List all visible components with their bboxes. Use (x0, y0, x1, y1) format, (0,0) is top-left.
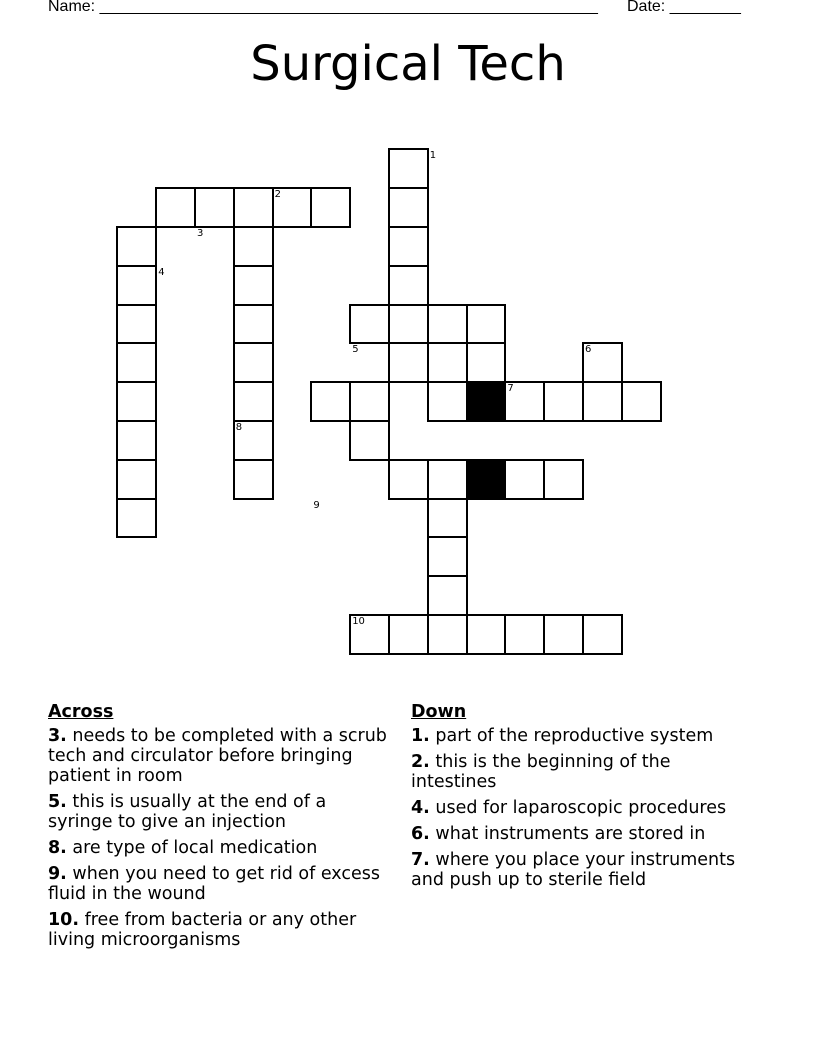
answer-cell[interactable] (116, 226, 157, 267)
answer-cell[interactable] (388, 304, 429, 345)
clue-number: 9 (313, 499, 320, 511)
answer-cell[interactable] (310, 187, 351, 228)
answer-cell[interactable] (388, 342, 429, 383)
answer-cell[interactable] (349, 420, 390, 461)
answer-cell[interactable] (427, 614, 468, 655)
answer-cell[interactable] (621, 381, 662, 422)
answer-cell[interactable] (116, 381, 157, 422)
answer-cell[interactable] (427, 575, 468, 616)
clue-number: 3 (197, 228, 204, 239)
clue-number: 1 (429, 150, 437, 162)
answer-cell[interactable] (388, 187, 429, 228)
answer-cell[interactable] (233, 342, 274, 383)
answer-cell[interactable] (233, 226, 274, 267)
answer-cell[interactable] (116, 265, 157, 306)
answer-cell[interactable] (504, 614, 545, 655)
clue-across-5: 5. this is usually at the end of a syringe to give an injection (48, 792, 327, 832)
answer-cell[interactable] (582, 614, 623, 655)
clue-across-8: 8. are type of local medication (48, 838, 318, 858)
answer-cell[interactable] (233, 304, 274, 345)
clue-down-6: 6. what instruments are stored in (411, 824, 706, 844)
clue-across-9: 9. when you need to get rid of excess fluid in the wound (48, 864, 380, 904)
answer-cell[interactable] (543, 459, 584, 500)
clue-down-7: 7. where you place your instruments and push up to sterile field (411, 850, 736, 890)
across-heading: Across (48, 702, 114, 722)
clue-number: 5 (352, 344, 359, 356)
answer-cell[interactable] (349, 304, 390, 345)
across-clues (48, 702, 388, 956)
answer-cell[interactable] (466, 342, 507, 383)
clue-across-3: 3. needs to be completed with a scrub tech and circulator before bringing patient in room (48, 726, 387, 786)
blocked-cell (466, 381, 507, 422)
answer-cell[interactable] (543, 614, 584, 655)
answer-cell[interactable] (388, 226, 429, 267)
answer-cell[interactable] (116, 342, 157, 383)
answer-cell[interactable] (388, 265, 429, 306)
blocked-cell (466, 459, 507, 500)
answer-cell[interactable] (427, 536, 468, 577)
answer-cell[interactable] (427, 459, 468, 500)
answer-cell[interactable] (427, 498, 468, 539)
answer-cell[interactable] (116, 498, 157, 539)
answer-cell[interactable] (427, 304, 468, 345)
answer-cell[interactable] (582, 381, 623, 422)
clue-down-1: 1. part of the reproductive system (411, 726, 714, 746)
name-field-label: Name: ________________________________________________________ (48, 0, 598, 15)
answer-cell[interactable] (388, 614, 429, 655)
answer-cell[interactable] (543, 381, 584, 422)
answer-cell[interactable] (194, 187, 235, 228)
clue-number: 2 (274, 189, 281, 201)
answer-cell[interactable] (233, 381, 274, 422)
answer-cell[interactable] (427, 381, 468, 422)
answer-cell[interactable] (388, 459, 429, 500)
answer-cell[interactable] (116, 304, 157, 345)
clue-down-4: 4. used for laparoscopic procedures (411, 798, 727, 818)
answer-cell[interactable] (233, 459, 274, 500)
clue-number: 8 (235, 422, 243, 433)
answer-cell[interactable] (504, 459, 545, 500)
clue-number: 6 (585, 344, 592, 356)
answer-cell[interactable] (233, 265, 274, 306)
clue-across-10: 10. free from bacteria or any other living microorganisms (48, 910, 357, 950)
answer-cell[interactable] (233, 187, 274, 228)
answer-cell[interactable] (466, 614, 507, 655)
clue-number: 7 (507, 383, 514, 395)
answer-cell[interactable] (116, 459, 157, 500)
answer-cell[interactable] (349, 381, 390, 422)
answer-cell[interactable] (116, 420, 157, 461)
answer-cell[interactable] (388, 148, 429, 189)
down-clues (411, 702, 761, 896)
date-field-label: Date: ________ (627, 0, 741, 15)
answer-cell[interactable] (427, 342, 468, 383)
page-title: Surgical Tech (250, 36, 566, 92)
clue-number: 4 (158, 266, 165, 278)
clue-number: 10 (352, 616, 365, 627)
clue-down-2: 2. this is the beginning of the intestines (411, 752, 671, 792)
answer-cell[interactable] (466, 304, 507, 345)
answer-cell[interactable] (310, 381, 351, 422)
down-heading: Down (411, 702, 467, 722)
answer-cell[interactable] (155, 187, 196, 228)
